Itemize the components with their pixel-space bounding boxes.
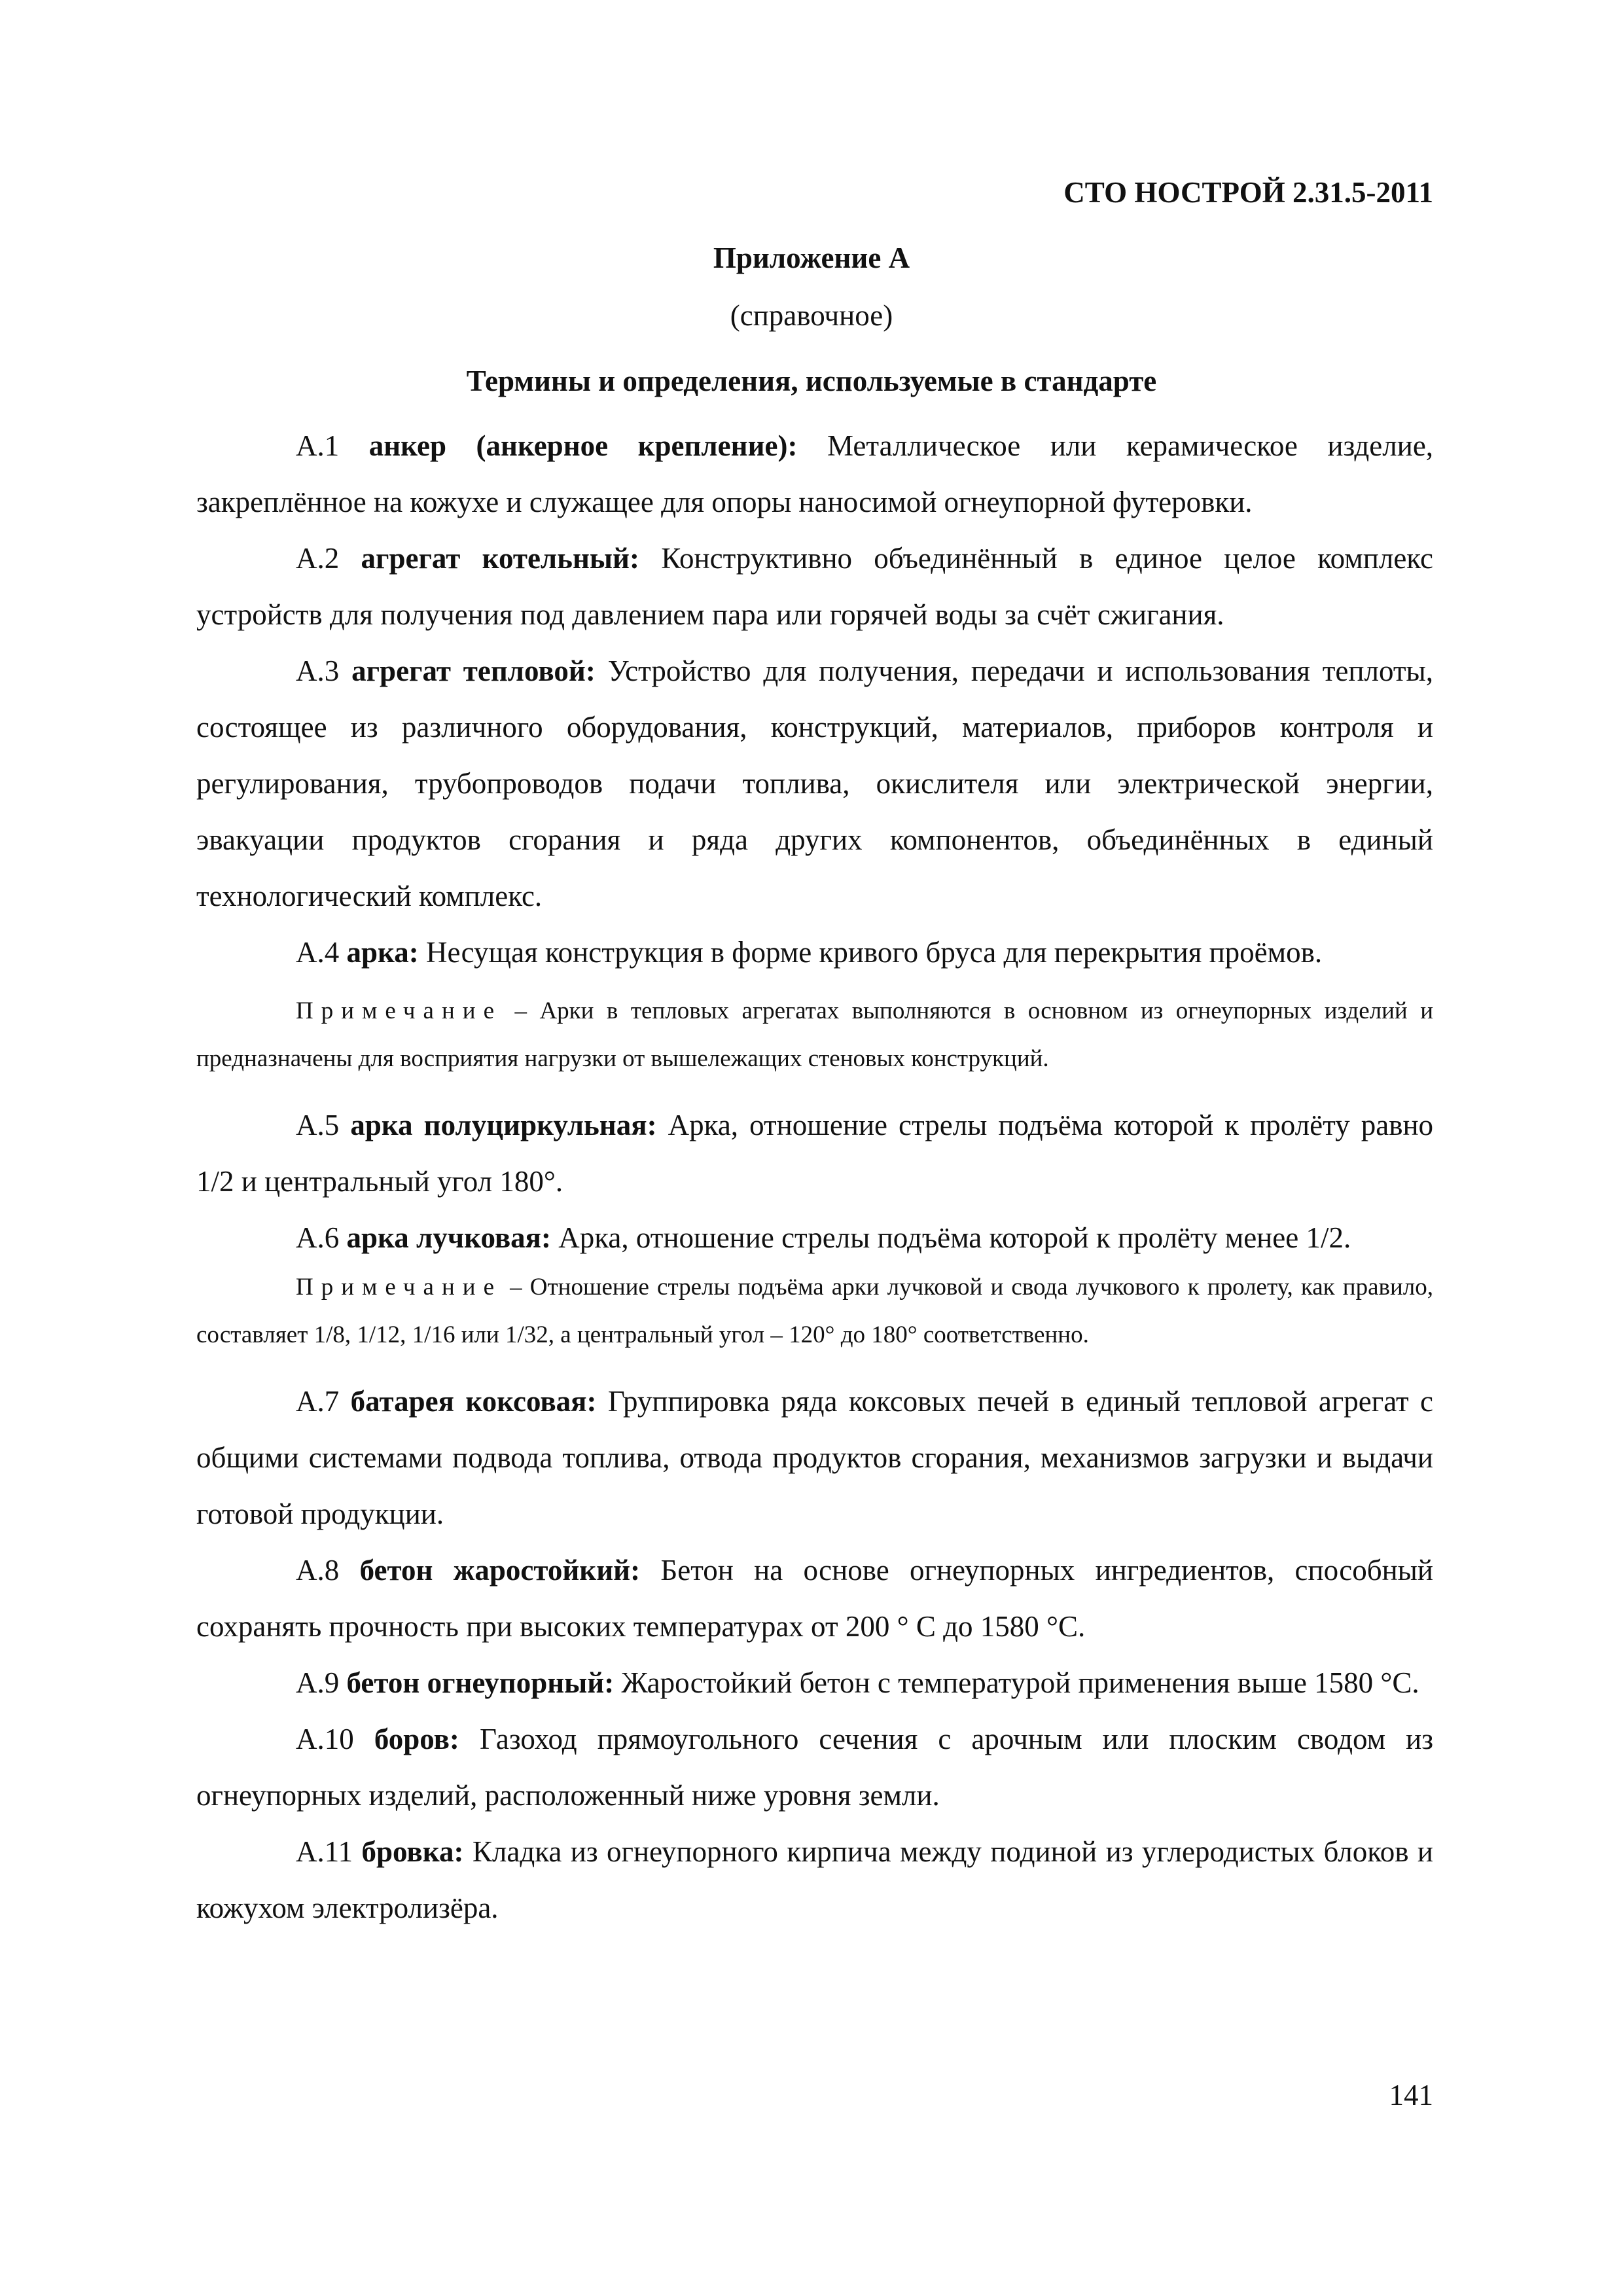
- term-entry: [196, 1711, 1433, 1823]
- note-text: – Арки в тепловых агрегатах выполняются в основном из огнеупорных изделий и предназначены для восприятия нагрузки от вышележащих стеновых конструкций.: [196, 997, 1434, 1072]
- term-name: боров:: [374, 1723, 459, 1755]
- term-name: агрегат тепловой:: [351, 655, 596, 687]
- term-entry: [196, 924, 1433, 980]
- term-entry: [196, 418, 1433, 530]
- term-definition: Конструктивно объединённый в единое целое комплекс устройств для получения под давлением пара или горячей воды за счёт сжигания.: [196, 542, 1434, 631]
- term-definition: Газоход прямоугольного сечения с арочным или плоским сводом из огнеупорных изделий, расположенный ниже уровня земли.: [196, 1723, 1433, 1812]
- term-name: бетон жаростойкий:: [359, 1554, 641, 1587]
- term-definition: Бетон на основе огнеупорных ингредиентов, способный сохранять прочность при высоких температурах от 200 ° С до 1580 °С.: [196, 1554, 1434, 1643]
- term-definition: Металлическое или керамическое изделие, закреплённое на кожухе и служащее для опоры наносимой огнеупорной футеровки.: [196, 429, 1434, 518]
- note: [196, 1263, 1433, 1359]
- entry-number: А.2: [296, 542, 340, 575]
- entry-number: А.10: [296, 1723, 354, 1755]
- entry-number: А.11: [296, 1835, 353, 1868]
- note-text: – Отношение стрелы подъёма арки лучковой и свода лучкового к пролету, как правило, составляет 1/8, 1/12, 1/16 или 1/32, а центральный угол – 120° до 180° соответственно.: [196, 1274, 1433, 1348]
- document-code: СТО НОСТРОЙ 2.31.5-2011: [1063, 176, 1433, 209]
- entry-number: А.4: [296, 936, 340, 969]
- term-entry: [196, 1210, 1433, 1266]
- entry-number: А.7: [296, 1385, 340, 1418]
- term-definition: Жаростойкий бетон с температурой применения выше 1580 °С.: [621, 1666, 1419, 1699]
- term-entry: [196, 530, 1433, 643]
- entry-number: А.3: [296, 655, 340, 687]
- term-entry: [196, 643, 1433, 924]
- term-definition: Кладка из огнеупорного кирпича между подиной из углеродистых блоков и кожухом электролизёра.: [196, 1835, 1434, 1924]
- entry-number: А.8: [296, 1554, 340, 1587]
- term-name: батарея коксовая:: [350, 1385, 597, 1418]
- note: [196, 987, 1433, 1083]
- term-name: бетон огнеупорный:: [346, 1666, 615, 1699]
- term-definition: Несущая конструкция в форме кривого бруса для перекрытия проёмов.: [426, 936, 1323, 969]
- term-definition: Группировка ряда коксовых печей в единый тепловой агрегат с общими системами подвода топлива, отвода продуктов сгорания, механизмов загрузки и выдачи готовой продукции.: [196, 1385, 1434, 1530]
- terms-list: [196, 418, 1433, 1936]
- note-label: Примечание: [296, 1274, 502, 1300]
- term-entry: [196, 1097, 1433, 1210]
- entry-number: А.6: [296, 1221, 340, 1254]
- term-entry: [196, 1823, 1433, 1936]
- term-name: арка:: [346, 936, 419, 969]
- term-entry: [196, 1373, 1433, 1542]
- appendix-title: Приложение А: [713, 242, 910, 274]
- note-label: Примечание: [296, 997, 502, 1024]
- entry-number: А.5: [296, 1109, 340, 1141]
- term-definition: Устройство для получения, передачи и использования теплоты, состоящее из различного оборудования, конструкций, материалов, приборов контроля и регулирования, трубопроводов подачи топлива, окислителя или электрической энергии, эвакуации продуктов сгорания и ряда других компонентов, объединённых в единый технологический комплекс.: [196, 655, 1433, 912]
- term-entry: [196, 1542, 1433, 1655]
- term-name: анкер (анкерное крепление):: [368, 429, 798, 462]
- entry-number: А.9: [296, 1666, 340, 1699]
- term-definition: Арка, отношение стрелы подъёма которой к пролёту равно 1/2 и центральный угол 180°.: [196, 1109, 1434, 1198]
- term-name: агрегат котельный:: [361, 542, 639, 575]
- appendix-subtitle: (справочное): [730, 299, 893, 332]
- entry-number: А.1: [296, 429, 340, 462]
- page-number: 141: [1389, 2079, 1433, 2111]
- term-name: арка полуциркульная:: [350, 1109, 657, 1141]
- term-name: бровка:: [361, 1835, 464, 1868]
- section-title: Термины и определения, используемые в стандарте: [466, 365, 1157, 397]
- term-definition: Арка, отношение стрелы подъёма которой к пролёту менее 1/2.: [558, 1221, 1351, 1254]
- term-entry: [196, 1655, 1433, 1711]
- term-name: арка лучковая:: [346, 1221, 551, 1254]
